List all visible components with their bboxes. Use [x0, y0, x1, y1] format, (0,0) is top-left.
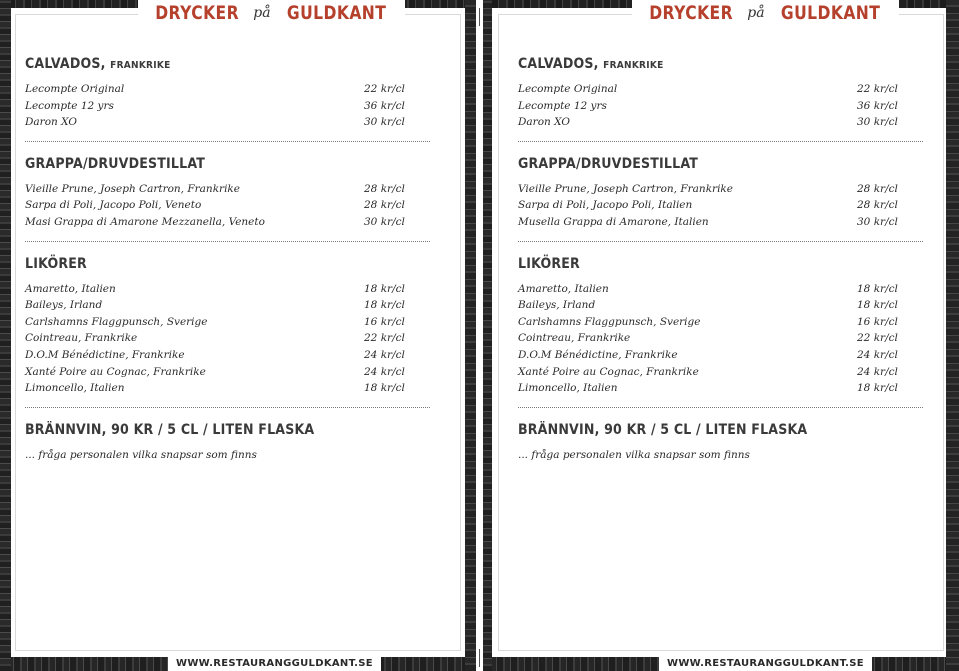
item-name: Carlshamns Flaggpunsch, Sverige — [518, 315, 701, 328]
item-name: Daron XO — [25, 116, 78, 129]
section-title-text: BRÄNNVIN, 90 KR / 5 CL / LITEN FLASKA — [518, 421, 808, 438]
footer-url: WWW.RESTAURANGGULDKANT.SE — [659, 657, 872, 671]
item-name: Cointreau, Frankrike — [518, 332, 631, 345]
item-price: 30 kr/cl — [857, 116, 898, 129]
list-item — [25, 81, 430, 98]
item-name: Vieille Prune, Joseph Cartron, Frankrike — [25, 182, 241, 195]
item-price: 24 kr/cl — [364, 365, 405, 378]
section-likorer — [25, 254, 430, 397]
list-item — [518, 314, 923, 331]
frame-right — [465, 0, 476, 671]
item-price: 30 kr/cl — [857, 215, 898, 228]
item-price: 18 kr/cl — [857, 299, 898, 312]
item-name: Limoncello, Italien — [25, 382, 125, 395]
fold-mark-top — [479, 8, 480, 26]
brand-word-drycker: DRYCKER — [649, 2, 734, 24]
list-item — [518, 181, 923, 198]
footer-url: WWW.RESTAURANGGULDKANT.SE — [168, 657, 381, 671]
item-list — [25, 281, 430, 397]
item-price: 36 kr/cl — [857, 99, 898, 112]
section-brannvin — [518, 420, 923, 464]
section-calvados — [25, 54, 430, 131]
dotted-divider — [518, 407, 923, 408]
menu-page-left — [0, 0, 476, 671]
item-name: Lecompte Original — [518, 83, 618, 95]
item-name: Xanté Poire au Cognac, Frankrike — [25, 365, 206, 378]
list-item — [25, 380, 430, 397]
item-name: Lecompte 12 yrs — [518, 99, 607, 112]
section-title — [518, 420, 883, 440]
section-title-text: CALVADOS, — [25, 56, 106, 72]
item-price: 16 kr/cl — [857, 315, 898, 328]
item-price: 22 kr/cl — [857, 332, 898, 345]
list-item — [518, 330, 923, 347]
item-name: Vieille Prune, Joseph Cartron, Frankrike — [518, 182, 734, 195]
list-item — [518, 214, 923, 231]
item-price: 28 kr/cl — [857, 199, 898, 212]
item-price: 24 kr/cl — [857, 365, 898, 378]
item-price: 22 kr/cl — [857, 83, 898, 95]
item-name: Sarpa di Poli, Jacopo Poli, Italien — [518, 199, 693, 212]
list-item — [518, 347, 923, 364]
list-item — [25, 181, 430, 198]
menu-page-right — [483, 0, 959, 671]
section-brannvin — [25, 420, 430, 464]
menu-content — [518, 54, 923, 463]
section-title — [25, 420, 390, 440]
item-price: 36 kr/cl — [364, 99, 405, 112]
list-item — [25, 330, 430, 347]
section-title — [25, 154, 390, 174]
section-grappa — [518, 154, 923, 231]
item-name: Daron XO — [518, 116, 571, 129]
item-price: 28 kr/cl — [857, 182, 898, 195]
item-list — [25, 181, 430, 231]
list-item — [518, 281, 923, 298]
menu-content — [25, 54, 430, 463]
list-item — [25, 314, 430, 331]
brand-word-guldkant: GULDKANT — [286, 2, 386, 24]
item-price: 22 kr/cl — [364, 332, 405, 345]
item-name: Lecompte Original — [25, 83, 125, 95]
frame-left — [0, 0, 11, 671]
section-grappa — [25, 154, 430, 231]
item-name: Xanté Poire au Cognac, Frankrike — [518, 365, 699, 378]
item-price: 16 kr/cl — [364, 315, 405, 328]
item-name: Musella Grappa di Amarone, Italien — [518, 215, 709, 228]
dotted-divider — [25, 241, 430, 242]
brand-word-drycker: DRYCKER — [155, 2, 240, 24]
item-price: 28 kr/cl — [364, 182, 405, 195]
brand-word-pa: på — [747, 5, 765, 21]
section-title-text: BRÄNNVIN, 90 KR / 5 CL / LITEN FLASKA — [25, 421, 315, 438]
list-item — [25, 114, 430, 131]
item-price: 22 kr/cl — [364, 83, 405, 95]
section-title — [518, 254, 883, 274]
item-name: D.O.M Bénédictine, Frankrike — [25, 348, 185, 361]
item-price: 28 kr/cl — [364, 199, 405, 212]
item-name: Amaretto, Italien — [518, 282, 609, 295]
fold-mark-bottom — [479, 649, 480, 667]
section-note: ... fråga personalen vilka snapsar som finns — [518, 448, 750, 461]
item-price: 30 kr/cl — [364, 215, 405, 228]
list-item — [518, 297, 923, 314]
section-title-text: LIKÖRER — [25, 255, 87, 272]
section-subtitle: FRANKRIKE — [603, 60, 664, 71]
list-item — [25, 347, 430, 364]
item-price: 24 kr/cl — [857, 348, 898, 361]
dotted-divider — [518, 141, 923, 142]
item-list — [518, 81, 923, 131]
brand-word-guldkant: GULDKANT — [780, 2, 880, 24]
dotted-divider — [25, 407, 430, 408]
section-title — [518, 54, 883, 74]
item-price: 24 kr/cl — [364, 348, 405, 361]
item-name: Baileys, Irland — [25, 299, 103, 312]
item-price: 18 kr/cl — [364, 299, 405, 312]
page-gutter — [476, 0, 483, 671]
brand-word-pa: på — [253, 5, 271, 21]
item-list — [25, 81, 430, 131]
section-calvados — [518, 54, 923, 131]
list-item — [518, 98, 923, 115]
item-name: Carlshamns Flaggpunsch, Sverige — [25, 315, 208, 328]
item-price: 18 kr/cl — [857, 382, 898, 395]
item-price: 18 kr/cl — [364, 282, 405, 295]
item-name: Masi Grappa di Amarone Mezzanella, Veneto — [25, 215, 265, 228]
item-price: 30 kr/cl — [364, 116, 405, 129]
list-item — [518, 197, 923, 214]
dotted-divider — [518, 241, 923, 242]
brand-logo — [138, 0, 405, 26]
section-title-text: LIKÖRER — [518, 255, 580, 272]
brand-logo — [632, 0, 899, 26]
list-item — [25, 197, 430, 214]
item-name: D.O.M Bénédictine, Frankrike — [518, 348, 678, 361]
section-title — [25, 54, 390, 74]
frame-left — [483, 0, 492, 671]
item-price: 18 kr/cl — [364, 382, 405, 395]
section-title — [518, 154, 883, 174]
list-item — [25, 214, 430, 231]
frame-right — [946, 0, 959, 671]
item-name: Sarpa di Poli, Jacopo Poli, Veneto — [25, 199, 202, 212]
list-item — [25, 364, 430, 381]
item-list — [518, 181, 923, 231]
list-item — [25, 281, 430, 298]
item-price: 18 kr/cl — [857, 282, 898, 295]
item-name: Baileys, Irland — [518, 299, 596, 312]
item-name: Lecompte 12 yrs — [25, 99, 114, 112]
list-item — [518, 114, 923, 131]
list-item — [25, 98, 430, 115]
list-item — [25, 297, 430, 314]
list-item — [518, 81, 923, 98]
item-name: Limoncello, Italien — [518, 382, 618, 395]
list-item — [518, 380, 923, 397]
dotted-divider — [25, 141, 430, 142]
section-title — [25, 254, 390, 274]
section-title-text: CALVADOS, — [518, 56, 599, 72]
section-likorer — [518, 254, 923, 397]
item-name: Amaretto, Italien — [25, 282, 116, 295]
section-note: ... fråga personalen vilka snapsar som finns — [25, 448, 257, 461]
list-item — [518, 364, 923, 381]
item-name: Cointreau, Frankrike — [25, 332, 138, 345]
section-title-text: GRAPPA/DRUVDESTILLAT — [518, 155, 699, 172]
item-list — [518, 281, 923, 397]
section-title-text: GRAPPA/DRUVDESTILLAT — [25, 155, 206, 172]
section-subtitle: FRANKRIKE — [110, 60, 171, 71]
